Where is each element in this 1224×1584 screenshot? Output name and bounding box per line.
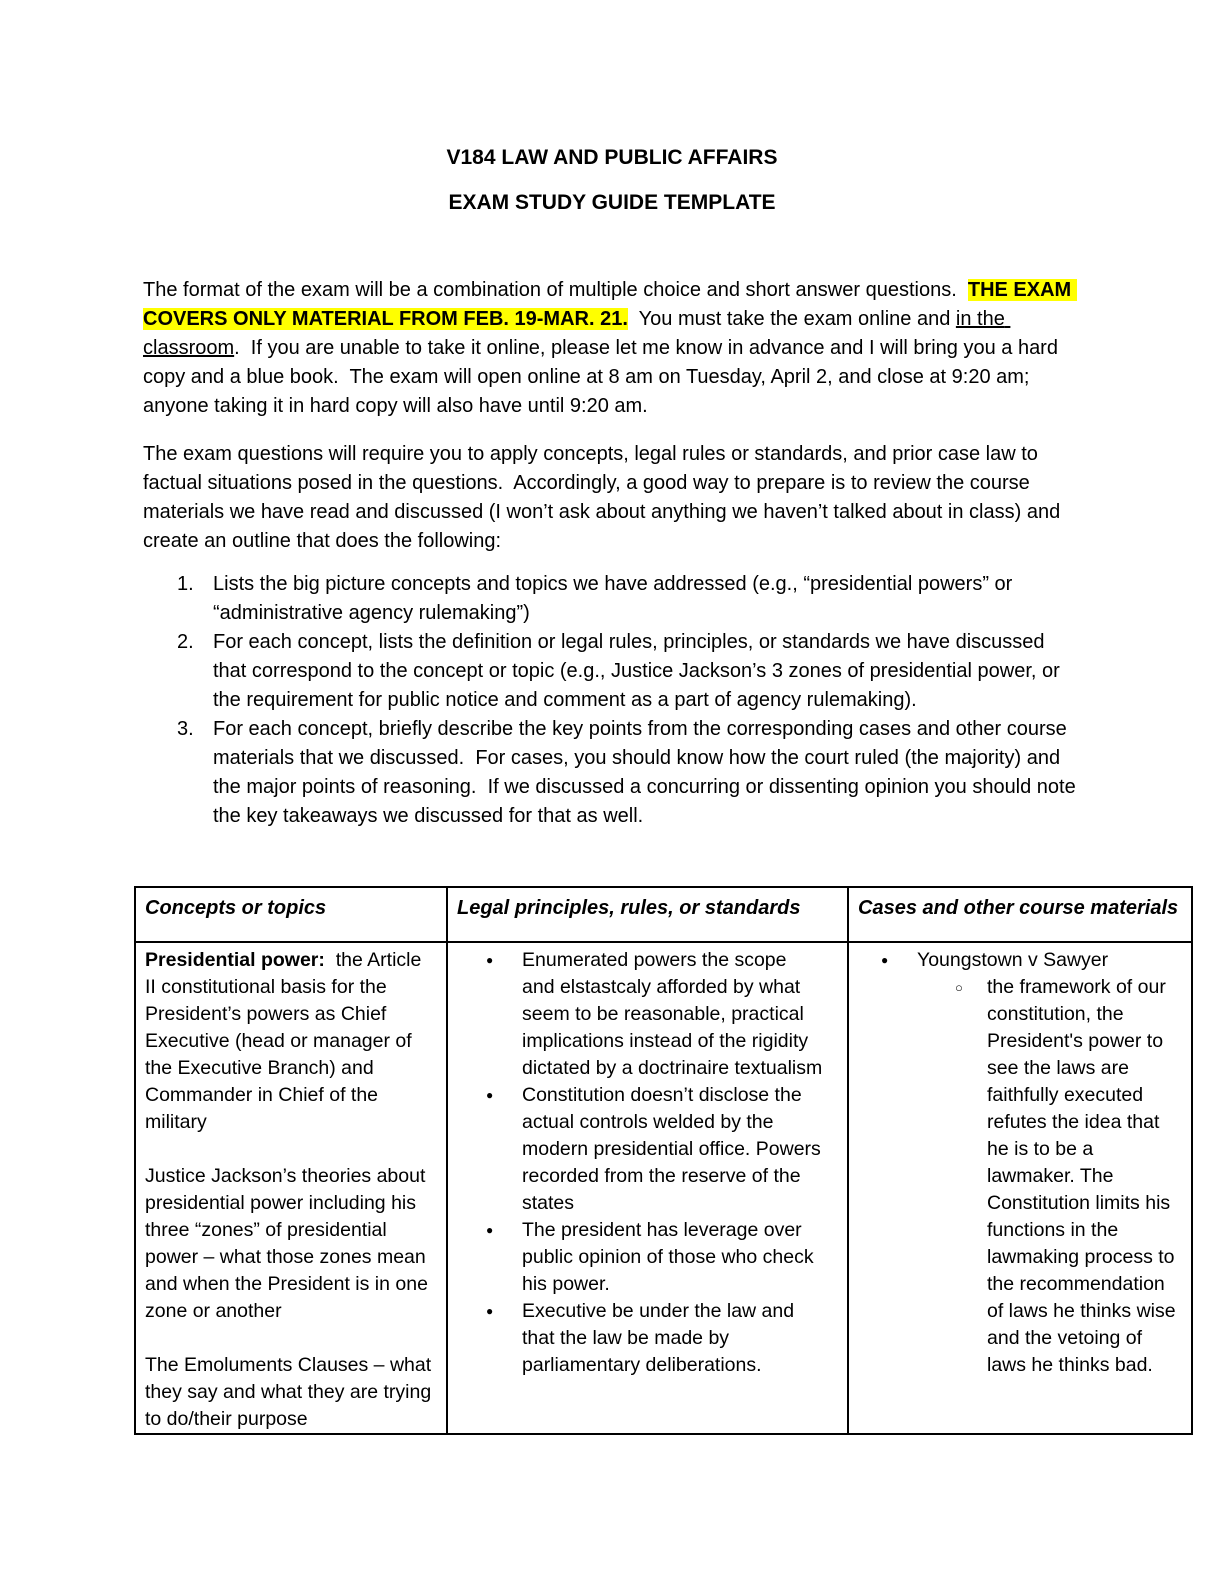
underlined-text: in the classroom xyxy=(143,308,1011,359)
concepts-paragraph-emoluments: The Emoluments Clauses – what they say and what they are trying to do/their purpose xyxy=(145,1354,437,1430)
bullet-item xyxy=(858,947,1182,974)
list-item-number: 2. xyxy=(177,631,194,653)
paragraph-text-run: You must take the exam online and xyxy=(627,308,956,330)
list-item-text: Lists the big picture concepts and topics we have addressed (e.g., “presidential powers” or “administrative agency rulemaking”) xyxy=(213,573,1018,624)
cell-legal-principles xyxy=(447,942,848,1434)
table-header-row xyxy=(135,887,1192,942)
bullet-text: Executive be under the law and that the law be made by parliamentary deliberations. xyxy=(522,1300,800,1376)
list-item-text: For each concept, lists the definition or legal rules, principles, or standards we have discussed that correspond to the concept or topic (e.g., Justice Jackson’s 3 zones of presidential power, or the requirement for public notice and comment as a part of agency rulemaking). xyxy=(213,631,1066,711)
concepts-paragraph-presidential-power xyxy=(145,947,437,1136)
table-header-cases: Cases and other course materials xyxy=(848,887,1192,942)
bullet-item xyxy=(457,1217,838,1298)
legal-bullet-list xyxy=(457,947,838,1379)
numbered-list xyxy=(143,570,1081,831)
bullet-text: Youngstown v Sawyer xyxy=(917,949,1109,971)
table-header-concepts: Concepts or topics xyxy=(135,887,447,942)
bullet-icon: ● xyxy=(486,1304,494,1318)
list-item-text: For each concept, briefly describe the key points from the corresponding cases and other course materials that we discussed. For cases, you should know how the court ruled (the majority) and the major points of reasoning. If we discussed a concurring or dissenting opinion you should note the key takeaways we discussed for that as well. xyxy=(213,718,1082,827)
intro-paragraph-1 xyxy=(143,276,1081,421)
bullet-icon: ● xyxy=(486,1223,494,1237)
document-subtitle: EXAM STUDY GUIDE TEMPLATE xyxy=(448,191,776,214)
cell-concepts-or-topics xyxy=(135,942,447,1434)
sub-bullet-icon: ○ xyxy=(955,980,963,995)
bullet-item xyxy=(457,1082,838,1217)
bullet-icon: ● xyxy=(486,1088,494,1102)
cases-sub-bullet-list xyxy=(858,974,1182,1379)
highlighted-text: THE EXAM COVERS ONLY MATERIAL FROM FEB. 19-MAR. 21. xyxy=(143,279,1077,330)
list-item-number: 1. xyxy=(177,573,194,595)
table-header-legal-principles: Legal principles, rules, or standards xyxy=(447,887,848,942)
paragraph-text-run: . If you are unable to take it online, please let me know in advance and I will bring you a hard copy and a blue book. The exam will open online at 8 am on Tuesday, April 2, and close at 9:20 am; anyone taking it in hard copy will also have until 9:20 am. xyxy=(143,337,1064,417)
document-title: V184 LAW AND PUBLIC AFFAIRS xyxy=(446,146,778,169)
bullet-text: Constitution doesn’t disclose the actual controls welded by the modern presidential office. Powers recorded from the reserve of the states xyxy=(522,1084,827,1214)
concepts-paragraph-jackson-zones: Justice Jackson’s theories about presidential power including his three “zones” of presidential power – what those zones mean and when the President is in one zone or another xyxy=(145,1165,434,1322)
document-content xyxy=(143,143,1081,831)
bullet-icon: ● xyxy=(881,953,889,967)
bullet-text: Enumerated powers the scope and elstastcaly afforded by what seem to be reasonable, practical implications instead of the rigidity dictated by a doctrinaire textualism xyxy=(522,949,823,1079)
cell-cases-materials xyxy=(848,942,1192,1434)
sub-bullet-item xyxy=(858,974,1182,1379)
bullet-item xyxy=(457,1298,838,1379)
bullet-text: The president has leverage over public opinion of those who check his power. xyxy=(522,1219,820,1295)
intro-paragraph-2: The exam questions will require you to apply concepts, legal rules or standards, and prior case law to factual situations posed in the questions. Accordingly, a good way to prepare is to review the course materials we have read and discussed (I won’t ask about anything we haven’t talked about in class) and create an outline that does the following: xyxy=(143,443,1066,552)
list-item-number: 3. xyxy=(177,718,194,740)
concepts-lead-bold: Presidential power: xyxy=(145,949,325,971)
bullet-item xyxy=(457,947,838,1082)
study-guide-table xyxy=(134,886,1193,1435)
bullet-icon: ● xyxy=(486,953,494,967)
list-item xyxy=(143,628,1081,715)
concepts-lead-rest: the Article II constitutional basis for the President’s powers as Chief Executive (head or manager of the Executive Branch) and Commander in Chief of the military xyxy=(145,949,427,1133)
table-body-row xyxy=(135,942,1192,1434)
list-item xyxy=(143,715,1081,831)
cases-bullet-list xyxy=(858,947,1182,974)
paragraph-text-run: The format of the exam will be a combination of multiple choice and short answer questions. xyxy=(143,279,968,301)
list-item xyxy=(143,570,1081,628)
sub-bullet-text: the framework of our constitution, the President's power to see the laws are faithfully executed refutes the idea that he is to be a lawmaker. The Constitution limits his functions in the lawmaking process to the recommendation of laws he thinks wise and the vetoing of laws he thinks bad. xyxy=(987,976,1182,1376)
